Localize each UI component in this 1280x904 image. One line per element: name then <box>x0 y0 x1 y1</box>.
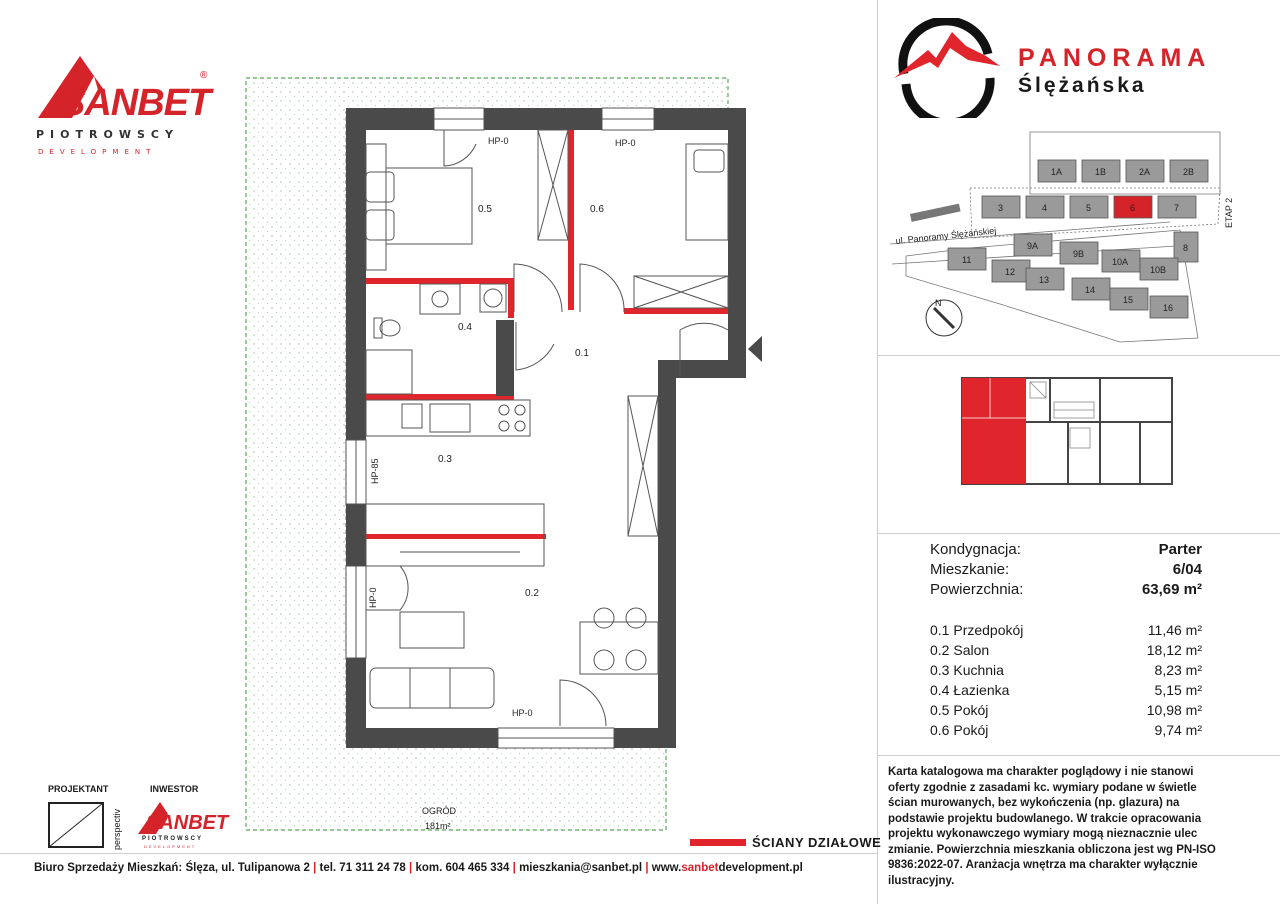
room-label-0-1: 0.1 <box>575 348 589 359</box>
investor-logo-line1: PIOTROWSCY <box>142 836 204 842</box>
project-logo <box>890 18 1250 118</box>
svg-text:2B: 2B <box>1183 167 1195 177</box>
room-area: 18,12 m² <box>1146 642 1202 658</box>
room-label-0-2: 0.2 <box>525 588 539 599</box>
svg-text:N: N <box>935 298 942 308</box>
garden-area <box>246 78 728 830</box>
info-label: Mieszkanie: <box>930 561 1010 578</box>
footer-separator: | <box>409 862 416 874</box>
vertical-divider <box>877 0 878 904</box>
garden-area-label: 181m² <box>425 821 451 831</box>
footer-website[interactable] <box>652 862 803 874</box>
site-stage-label: ETAP 2 <box>1224 197 1234 228</box>
footer-separator: | <box>512 862 520 874</box>
footer-separator: | <box>645 862 652 874</box>
developer-logo-line2: DEVELOPMENT <box>38 148 157 156</box>
svg-text:1B: 1B <box>1095 167 1107 177</box>
investor-logo-line2: DEVELOPMENT <box>144 844 197 849</box>
footer-web-brand: sanbet <box>681 862 719 874</box>
garden-label: OGRÓD <box>422 806 457 816</box>
footer-tel[interactable]: tel. 71 311 24 78 <box>319 862 406 874</box>
registered-mark: ® <box>200 70 208 81</box>
svg-text:3: 3 <box>998 203 1004 213</box>
svg-text:6: 6 <box>1130 203 1136 213</box>
designer-name: perspectiv <box>112 808 122 850</box>
windows <box>346 108 654 748</box>
room-name: 0.5 Pokój <box>930 702 989 718</box>
horizontal-divider-1 <box>877 355 1280 356</box>
info-label: Kondygnacja: <box>930 541 1021 558</box>
window-label-left-upper: HP-85 <box>370 458 380 484</box>
room-label-0-4: 0.4 <box>458 322 472 333</box>
svg-text:14: 14 <box>1085 285 1096 295</box>
info-value: Parter <box>1158 541 1202 558</box>
room-area: 8,23 m² <box>1154 662 1202 678</box>
info-value: 63,69 m² <box>1141 581 1202 598</box>
window-label-top-left: HP-0 <box>488 136 509 146</box>
entrance-arrow-icon <box>748 336 762 362</box>
panorama-circle-icon <box>890 18 1010 118</box>
room-name: 0.4 Łazienka <box>930 682 1010 698</box>
horizontal-divider-2 <box>877 533 1280 534</box>
footer-email[interactable]: mieszkania@sanbet.pl <box>519 862 643 874</box>
developer-logo-line1: PIOTROWSCY <box>36 128 179 141</box>
svg-text:12: 12 <box>1005 267 1016 277</box>
room-label-0-6: 0.6 <box>590 204 604 215</box>
footer-office: Biuro Sprzedaży Mieszkań: Ślęza, ul. Tulipanowa 2 <box>34 862 310 874</box>
info-label: Powierzchnia: <box>930 581 1024 598</box>
investor-label: INWESTOR <box>150 784 199 794</box>
designer-label: PROJEKTANT <box>48 784 109 794</box>
info-value: 6/04 <box>1172 561 1202 578</box>
investor-logo-word: SANBET <box>146 812 229 834</box>
room-name: 0.2 Salon <box>930 642 990 658</box>
svg-text:9A: 9A <box>1027 241 1039 251</box>
room-name: 0.1 Przedpokój <box>930 622 1024 638</box>
room-labels <box>438 204 604 599</box>
project-logo-subtitle: Ślężańska <box>1018 74 1147 97</box>
svg-text:16: 16 <box>1163 303 1174 313</box>
room-area: 9,74 m² <box>1154 722 1202 738</box>
footer-web-suffix: development.pl <box>718 862 803 874</box>
footer-contact <box>34 862 803 874</box>
svg-text:5: 5 <box>1086 203 1092 213</box>
svg-text:15: 15 <box>1123 295 1134 305</box>
investor-logo <box>130 800 240 850</box>
window-label-bottom: HP-0 <box>512 708 533 718</box>
legend-label: ŚCIANY DZIAŁOWE <box>752 835 882 850</box>
room-area: 10,98 m² <box>1146 702 1202 718</box>
window-labels <box>368 136 636 718</box>
horizontal-divider-3 <box>877 755 1280 756</box>
svg-text:1A: 1A <box>1051 167 1063 177</box>
project-logo-title: PANORAMA <box>1018 44 1212 72</box>
building-floor-plan <box>950 368 1180 492</box>
footer-separator: | <box>313 862 320 874</box>
legend-swatch <box>690 839 746 846</box>
svg-text:8: 8 <box>1183 243 1189 253</box>
room-name: 0.6 Pokój <box>930 722 989 738</box>
svg-text:13: 13 <box>1039 275 1050 285</box>
svg-text:2A: 2A <box>1139 167 1151 177</box>
compass-icon <box>926 298 962 336</box>
svg-text:10A: 10A <box>1112 257 1129 267</box>
site-plan <box>880 126 1280 354</box>
perspectiv-logo-icon <box>48 802 108 848</box>
disclaimer-text: Karta katalogowa ma charakter poglądowy i nie stanowi oferty zgodnie z zasadami kc. wymiary podane w świetle ścian murowanych, bez wykończenia (np. glazura) na podstawie projektu budowlanego. W trakcie opracowania projektu wykonawczego wymiary mogą nieznacznie ulec zmianie. Powierzchnia mieszkania obliczona jest wg PN-ISO 9836:2022-07. Aranżacja wnętrza ma charakter wyłącznie ilustracyjny. <box>888 766 1216 887</box>
window-label-left-lower: HP-0 <box>368 587 378 608</box>
room-label-0-3: 0.3 <box>438 454 452 465</box>
site-street-label: ul. Panoramy Ślężańskiej <box>895 225 997 246</box>
footer-divider <box>0 853 877 854</box>
svg-text:7: 7 <box>1174 203 1180 213</box>
svg-text:11: 11 <box>962 255 972 265</box>
window-label-top-right: HP-0 <box>615 138 636 148</box>
developer-logo-word: SANBET <box>60 82 211 124</box>
svg-text:4: 4 <box>1042 203 1048 213</box>
footer-mobile[interactable]: kom. 604 465 334 <box>415 862 510 874</box>
room-area: 5,15 m² <box>1154 682 1202 698</box>
designer-logo <box>48 802 108 848</box>
building-plan-highlighted-unit <box>962 378 1026 484</box>
room-label-0-5: 0.5 <box>478 204 492 215</box>
footer-web-prefix: www. <box>651 862 682 874</box>
room-name: 0.3 Kuchnia <box>930 662 1004 678</box>
svg-text:9B: 9B <box>1073 249 1085 259</box>
interior-walls <box>496 320 514 396</box>
svg-text:10B: 10B <box>1150 265 1167 275</box>
room-area: 11,46 m² <box>1147 622 1202 638</box>
